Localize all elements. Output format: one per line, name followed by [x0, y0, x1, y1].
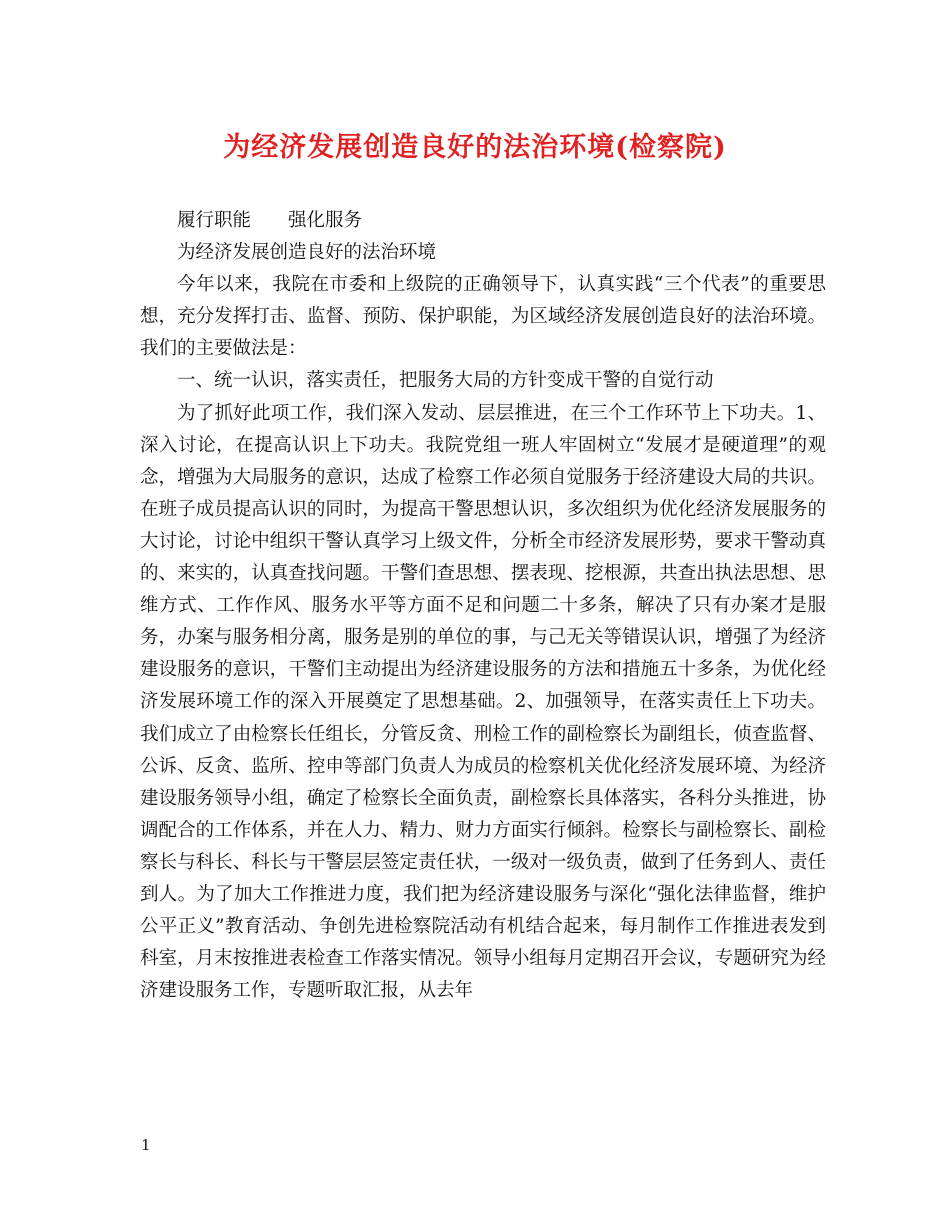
paragraph-body: 为了抓好此项工作，我们深入发动、层层推进，在三个工作环节上下功夫。1、深入讨论，在提高认识上下功夫。我院党组一班人牢固树立“发展才是硬道理”的观念，增强为大局服务的意识，达成了检察工作必须自觉服务于经济建设大局的共识。在班子成员提高认识的同时，为提高干警思想认识，多次组织为优化经济发展服务的大讨论，讨论中组织干警认真学习上级文件，分析全市经济发展形势，要求干警动真的、来实的，认真查找问题。干警们查思想、摆表现、挖根源，共查出执法思想、思维方式、工作作风、服务水平等方面不足和问题二十多条，解决了只有办案才是服务，办案与服务相分离，服务是别的单位的事，与己无关等错误认识，增强了为经济建设服务的意识，干警们主动提出为经济建设服务的方法和措施五十多条，为优化经济发展环境工作的深入开展奠定了思想基础。2、加强领导，在落实责任上下功夫。我们成立了由检察长任组长，分管反贪、刑检工作的副检察长为副组长，侦查监督、公诉、反贪、监所、控申等部门负责人为成员的检察机关优化经济发展环境、为经济建设服务领导小组，确定了检察长全面负责，副检察长具体落实，各科分头推进，协调配合的工作体系，并在人力、精力、财力方面实行倾斜。检察长与副检察长、副检察长与科长、科长与干警层层签定责任状，一级对一级负责，做到了任务到人、责任到人。为了加大工作推进力度，我们把为经济建设服务与深化“强化法律监督，维护公平正义”教育活动、争创先进检察院活动有机结合起来，每月制作工作推进表发到科室，月末按推进表检查工作落实情况。领导小组每月定期召开会议，专题研究为经济建设服务工作，专题听取汇报，从去年	[140, 402, 826, 1002]
section-heading-1: 一、统一认识，落实责任，把服务大局的方针变成干警的自觉行动	[177, 370, 714, 392]
subtitle-line-1: 履行职能 强化服务	[177, 210, 363, 231]
subtitle-line-2: 为经济发展创造良好的法治环境	[177, 242, 437, 264]
paragraph-intro: 今年以来，我院在市委和上级院的正确领导下，认真实践“三个代表”的重要思想，充分发挥打击、监督、预防、保护职能，为区域经济发展创造良好的法治环境。我们的主要做法是：	[140, 274, 826, 360]
page-number: 1	[141, 1136, 151, 1154]
document-body	[140, 205, 826, 1007]
document-title: 为经济发展创造良好的法治环境(检察院)	[223, 132, 727, 163]
